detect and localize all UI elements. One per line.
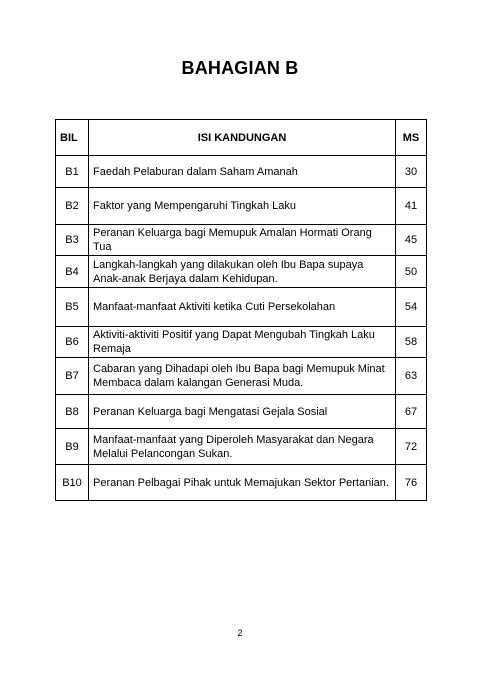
row-number: B7 — [56, 358, 89, 395]
table-row — [56, 288, 427, 327]
row-page: 76 — [396, 465, 427, 501]
row-page: 45 — [396, 225, 427, 256]
row-title: Aktiviti-aktiviti Positif yang Dapat Mengubah Tingkah Laku Remaja — [89, 327, 396, 358]
row-number: B6 — [56, 327, 89, 358]
row-title: Manfaat-manfaat Aktiviti ketika Cuti Persekolahan — [89, 288, 396, 327]
row-title: Peranan Pelbagai Pihak untuk Memajukan Sektor Pertanian. — [89, 465, 396, 501]
row-title: Faedah Pelaburan dalam Saham Amanah — [89, 156, 396, 188]
page-number: 2 — [237, 628, 243, 638]
row-title: Faktor yang Mempengaruhi Tingkah Laku — [89, 188, 396, 225]
contents-table — [55, 119, 427, 501]
table-row — [56, 256, 427, 288]
row-number: B5 — [56, 288, 89, 327]
header-isi-kandungan: ISI KANDUNGAN — [89, 120, 396, 156]
row-title: Langkah-langkah yang dilakukan oleh Ibu Bapa supaya Anak-anak Berjaya dalam Kehidupan. — [89, 256, 396, 288]
row-number: B4 — [56, 256, 89, 288]
page-title: BAHAGIAN B — [181, 58, 299, 78]
header-bil: BIL — [56, 120, 89, 156]
row-page: 72 — [396, 429, 427, 465]
table-row — [56, 465, 427, 501]
row-number: B3 — [56, 225, 89, 256]
row-number: B1 — [56, 156, 89, 188]
table-row — [56, 358, 427, 395]
row-page: 54 — [396, 288, 427, 327]
row-title: Peranan Keluarga bagi Mengatasi Gejala Sosial — [89, 395, 396, 429]
row-number: B2 — [56, 188, 89, 225]
row-page: 58 — [396, 327, 427, 358]
header-ms: MS — [396, 120, 427, 156]
table-row — [56, 429, 427, 465]
table-row — [56, 395, 427, 429]
row-number: B8 — [56, 395, 89, 429]
row-number: B10 — [56, 465, 89, 501]
row-number: B9 — [56, 429, 89, 465]
table-row — [56, 156, 427, 188]
row-page: 63 — [396, 358, 427, 395]
table-row — [56, 188, 427, 225]
row-page: 67 — [396, 395, 427, 429]
row-page: 30 — [396, 156, 427, 188]
table-header-row — [56, 120, 427, 156]
table-row — [56, 225, 427, 256]
row-page: 50 — [396, 256, 427, 288]
row-title: Cabaran yang Dihadapi oleh Ibu Bapa bagi Memupuk Minat Membaca dalam kalangan Generasi Muda. — [89, 358, 396, 395]
row-title: Peranan Keluarga bagi Memupuk Amalan Hormati Orang Tua — [89, 225, 396, 256]
row-title: Manfaat-manfaat yang Diperoleh Masyarakat dan Negara Melalui Pelancongan Sukan. — [89, 429, 396, 465]
table-row — [56, 327, 427, 358]
row-page: 41 — [396, 188, 427, 225]
